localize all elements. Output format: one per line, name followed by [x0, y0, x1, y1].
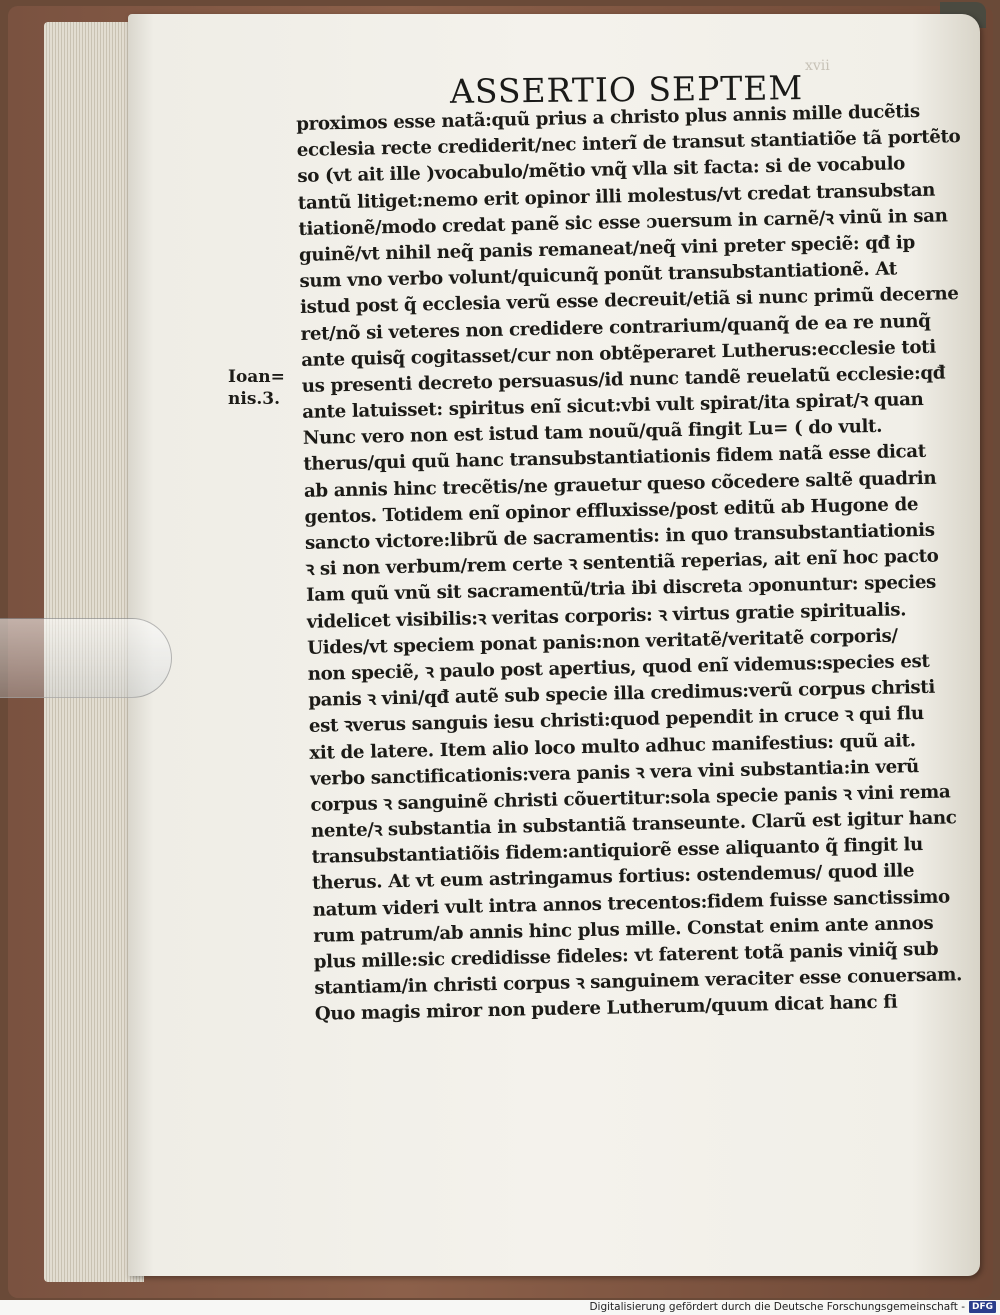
text-line: ante latuisset: spiritus enĩ sicut:vbi vult spirat/ita spirat/ꝛ quan — [302, 388, 924, 423]
text-line: ret/nõ si veteres non credidere contrarium/quanq̃ de ea re nunq̃ — [300, 310, 931, 345]
text-line: tantũ litiget:nemo erit opinor illi molestus/vt credat transubstan — [297, 179, 936, 214]
text-line: sancto victore:librũ de sacramentis: in quo transubstantiationis — [304, 519, 935, 554]
text-line: tiationẽ/modo credat panẽ sic esse ɔuersum in carnẽ/ꝛ vinũ in san — [298, 205, 948, 240]
text-line: non speciẽ, ꝛ paulo post apertius, quod enĩ videmus:species est — [307, 650, 930, 685]
text-line: panis ꝛ vini/qđ autẽ sub specie illa credimus:verũ corpus christi — [308, 676, 936, 711]
text-line: stantiam/in christi corpus ꝛ sanguinem veraciter esse conuersam. — [314, 964, 963, 999]
text-line: natum videri vult intra annos trecentos:fidem fuisse sanctissimo — [312, 886, 951, 921]
text-line: us presenti decreto persuasus/id nunc tandẽ reuelatũ ecclesie:qđ — [301, 362, 946, 397]
text-line: xit de latere. Item alio loco multo adhuc manifestius: quũ ait. — [309, 729, 916, 764]
text-line: therus/qui quũ hanc transubstantiationis fidem natã esse dicat — [303, 441, 927, 476]
text-line: proximos esse natã:quũ prius a christo plus annis mille ducẽtis — [296, 100, 920, 135]
text-line: ab annis hinc trecẽtis/ne grauetur queso cõcedere saltẽ quadrin — [303, 467, 937, 502]
digitization-footer — [0, 1300, 996, 1315]
text-line: verbo sanctificationis:vera panis ꝛ vera vini substantia:in verũ — [309, 755, 920, 790]
text-line: est ꝛverus sanguis iesu christi:quod pependit in cruce ꝛ qui flu — [308, 703, 924, 738]
text-line: Quo magis miror non pudere Lutherum/quum dicat hanc fi — [314, 991, 898, 1026]
dfg-logo-icon: DFG — [969, 1301, 996, 1313]
margin-note — [228, 366, 290, 410]
text-line: rum patrum/ab annis hinc plus mille. Constat enim ante annos — [313, 912, 934, 947]
faint-signature: xvii — [805, 58, 830, 74]
running-head: ASSERTIO SEPTEM — [449, 68, 804, 111]
page-clip — [0, 618, 172, 698]
text-line: Iam quũ vnũ sit sacramentũ/tria ibi discreta ɔponuntur: species — [305, 572, 937, 607]
text-line: nente/ꝛ substantia in substantiã transeunte. Clarũ est igitur hanc — [310, 807, 957, 842]
text-line: Nunc vero non est istud tam nouũ/quã fingit Lu= ( do vult. — [302, 416, 883, 450]
text-line: Uides/vt speciem ponat panis:non veritatẽ/veritatẽ corporis/ — [307, 625, 898, 659]
text-line: corpus ꝛ sanguinẽ christi cõuertitur:sola specie panis ꝛ vini rema — [310, 781, 951, 816]
text-line: sum vno verbo volunt/quicunq̃ ponũt transubstantiationẽ. At — [299, 258, 898, 293]
text-line: ecclesia recte crediderit/nec interĩ de transut stantiatiõe tã portẽto — [296, 126, 961, 162]
text-line: therus. At vt eum astringamus fortius: ostendemus/ quod ille — [311, 860, 915, 895]
text-line: videlicet visibilis:ꝛ veritas corporis: ꝛ virtus gratie spiritualis. — [306, 598, 907, 633]
margin-note-line: nis.3. — [228, 389, 281, 409]
text-line: transubstantiatiõis fidem:antiquiorẽ esse aliquanto q̃ fingit lu — [311, 834, 924, 869]
footer-text: Digitalisierung gefördert durch die Deutsche Forschungsgemeinschaft - — [589, 1301, 965, 1313]
text-line: istud post q̃ ecclesia verũ esse decreuit/etiã si nunc primũ decerne — [299, 283, 959, 319]
text-line: ꝛ si non verbum/rem certe ꝛ sententiã reperias, ait enĩ hoc pacto — [305, 545, 939, 581]
text-line: guinẽ/vt nihil neq̃ panis remaneat/neq̃ vini preter speciẽ: qđ ip — [298, 232, 916, 266]
text-line: plus mille:sic credidisse fideles: vt faterent totã panis viniq̃ sub — [313, 938, 939, 973]
body-text — [296, 98, 981, 1028]
text-line: gentos. Totidem enĩ opinor effluxisse/post editũ ab Hugone de — [304, 493, 919, 528]
text-line: so (vt ait ille )vocabulo/mẽtio vnq̃ vlla sit facta: si de vocabulo — [297, 153, 906, 188]
margin-note-line: Ioan= — [228, 367, 285, 387]
text-line: ante quisq̃ cogitasset/cur non obtẽperaret Lutherus:ecclesie toti — [300, 336, 936, 371]
